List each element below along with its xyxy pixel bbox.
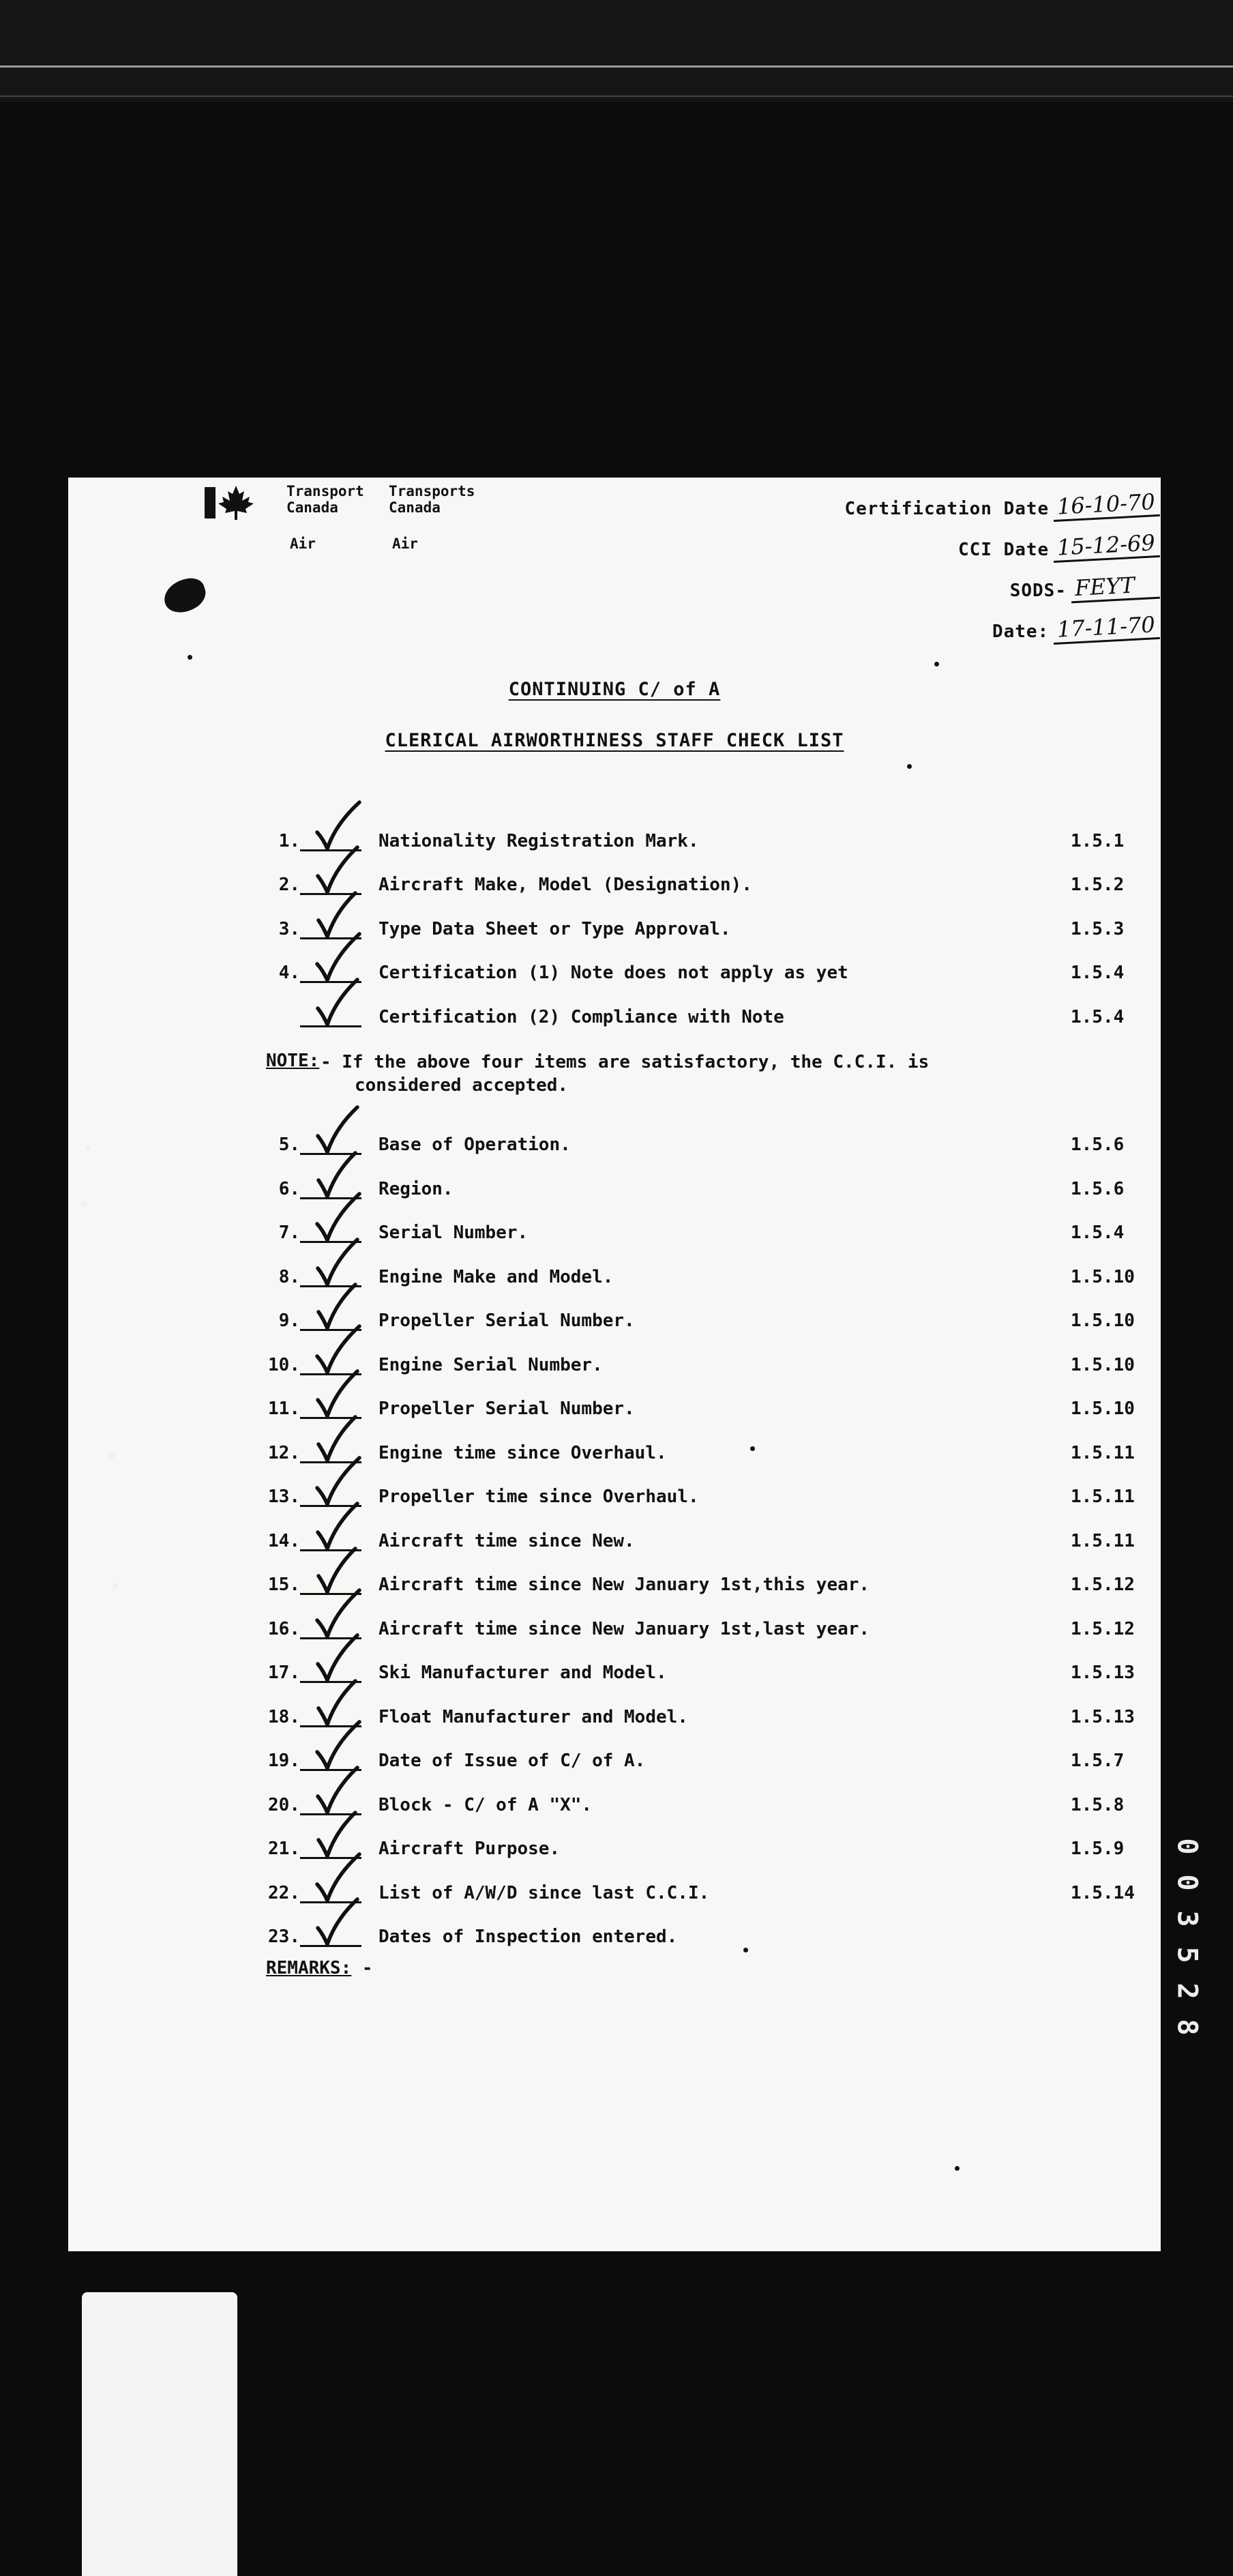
item-reference: 1.5.14 [1071,1882,1135,1903]
ink-blot [160,574,209,617]
ink-speck [188,655,192,660]
item-number: 2. [278,875,300,895]
film-speck [109,1453,115,1459]
checklist-item [266,1515,1153,1560]
item-reference: 1.5.13 [1071,1663,1135,1683]
checklist-item [266,903,1153,948]
checklist-item [266,991,1153,1036]
checklist-page [68,478,1161,2251]
ink-speck [750,1446,755,1451]
checklist-item [266,1560,1153,1604]
canada-flag-icon [205,484,259,522]
item-number: 14. [268,1530,300,1551]
item-number: 22. [268,1882,300,1903]
item-number: 3. [278,918,300,939]
item-number: 8. [278,1266,300,1287]
item-number: 10. [268,1354,300,1375]
checklist-item [266,815,1153,860]
item-label: Aircraft time since New January 1st,last year. [378,1618,870,1639]
item-reference: 1.5.11 [1071,1487,1135,1507]
date-header [805,481,1159,645]
checklist-item [266,1648,1153,1692]
film-speck [113,1583,118,1588]
item-reference: 1.5.12 [1071,1575,1135,1595]
cci-date-label: CCI Date [957,540,1050,560]
note-line-2: considered accepted. [355,1074,569,1096]
checkmark-icon [312,974,363,1029]
item-label: Aircraft time since New January 1st,this year. [378,1575,870,1595]
item-label: Aircraft time since New. [378,1530,635,1551]
checklist-item [266,1384,1153,1428]
item-label: Engine Make and Model. [378,1266,614,1287]
item-number: 11. [268,1399,300,1419]
item-number: 18. [268,1706,300,1727]
item-reference: 1.5.8 [1071,1794,1125,1815]
checklist-section-2 [266,1119,1153,1956]
ink-speck [907,764,912,769]
item-number: 12. [268,1442,300,1463]
item-reference: 1.5.4 [1071,1006,1125,1027]
item-number: 15. [268,1575,300,1595]
item-label: Ski Manufacturer and Model. [378,1663,667,1683]
item-label: Nationality Registration Mark. [378,830,699,851]
date-value: 17-11-70 [1052,611,1160,645]
item-number: 21. [268,1839,300,1859]
item-reference: 1.5.10 [1071,1354,1135,1375]
checklist-item [266,1339,1153,1384]
sods-value: FEYT [1070,571,1160,604]
checklist-item [266,1912,1153,1956]
certification-date-row [844,481,1159,519]
item-label: Aircraft Purpose. [378,1839,561,1859]
note-text [321,1051,1084,1097]
document-subtitle: CLERICAL AIRWORTHINESS STAFF CHECK LIST [385,730,844,751]
item-reference: 1.5.11 [1071,1442,1135,1463]
ink-speck [955,2166,960,2171]
item-label: Propeller Serial Number. [378,1311,635,1331]
item-label: Aircraft Make, Model (Designation). [378,875,752,895]
checklist-item [266,1251,1153,1296]
cci-date-value: 15-12-69 [1052,529,1160,563]
item-reference: 1.5.1 [1071,830,1125,851]
item-label: List of A/W/D since last C.C.I. [378,1882,710,1903]
remarks-line [266,1958,373,1978]
checkmark-icon [312,1894,363,1948]
item-label: Type Data Sheet or Type Approval. [378,918,731,939]
item-reference: 1.5.4 [1071,1223,1125,1243]
document-title: CONTINUING C/ of A [508,679,721,700]
film-frame-number [1166,1828,1207,2045]
item-number: 5. [278,1135,300,1155]
certification-date-value: 16-10-70 [1052,488,1160,522]
checklist-section-1 [266,815,1153,1036]
department-header [205,478,546,573]
item-reference: 1.5.10 [1071,1399,1135,1419]
item-label: Dates of Inspection entered. [378,1927,678,1947]
film-leader-strip [82,2292,237,2576]
checklist-item [266,1119,1153,1164]
checklist-item [266,1867,1153,1912]
note-label: NOTE: [266,1050,320,1071]
checklist-item [266,948,1153,992]
frame-digit: 0 [1171,1874,1203,1891]
item-reference: 1.5.12 [1071,1618,1135,1639]
checklist-item [266,1427,1153,1472]
item-number: 19. [268,1751,300,1771]
item-label: Serial Number. [378,1223,529,1243]
checklist-item [266,860,1153,904]
item-label: Engine Serial Number. [378,1354,603,1375]
remarks-label: REMARKS: [266,1958,352,1978]
item-number: 7. [278,1223,300,1243]
date-row [992,604,1159,642]
item-number: 4. [278,963,300,983]
checklist-note [266,1041,1153,1119]
frame-digit: 0 [1171,1838,1203,1855]
checklist-item [266,1691,1153,1736]
item-number: 13. [268,1487,300,1507]
item-reference: 1.5.10 [1071,1311,1135,1331]
branch-name-english: Air [290,536,316,552]
frame-digit: 3 [1171,1910,1203,1927]
item-number: 17. [268,1663,300,1683]
item-number: 23. [268,1927,300,1947]
item-label: Propeller Serial Number. [378,1399,635,1419]
sods-row [1010,563,1159,601]
checklist-item [266,1736,1153,1780]
checklist-item [266,1163,1153,1208]
item-label: Region. [378,1178,454,1199]
item-number: 9. [278,1311,300,1331]
checklist-item [266,1208,1153,1252]
item-reference: 1.5.2 [1071,875,1125,895]
department-name-french: Transports Canada [389,483,475,516]
item-label: Engine time since Overhaul. [378,1442,667,1463]
item-label: Propeller time since Overhaul. [378,1487,699,1507]
item-label: Base of Operation. [378,1135,571,1155]
branch-name-french: Air [392,536,418,552]
cci-date-row [958,522,1159,560]
department-name-english: Transport Canada [286,483,364,516]
ink-speck [743,1948,748,1952]
item-label: Date of Issue of C/ of A. [378,1751,646,1771]
date-label: Date: [992,621,1050,642]
item-reference: 1.5.11 [1071,1530,1135,1551]
item-reference: 1.5.4 [1071,963,1125,983]
microfilm-edge-line [0,65,1233,68]
checklist-item [266,1472,1153,1516]
certification-date-label: Certification Date [844,499,1050,519]
item-number: 16. [268,1618,300,1639]
item-number: 6. [278,1178,300,1199]
ink-speck [934,662,939,667]
frame-digit: 5 [1171,1946,1203,1963]
item-number: 20. [268,1794,300,1815]
item-reference: 1.5.6 [1071,1178,1125,1199]
film-speck [85,1146,91,1152]
item-reference: 1.5.9 [1071,1839,1125,1859]
checklist-item [266,1603,1153,1648]
checklist-item [266,1779,1153,1824]
film-speck [82,1201,87,1206]
frame-digit: 8 [1171,2019,1203,2036]
item-reference: 1.5.7 [1071,1751,1125,1771]
item-number: 1. [278,830,300,851]
item-label: Certification (2) Compliance with Note [378,1006,784,1027]
item-reference: 1.5.13 [1071,1706,1135,1727]
checklist-item [266,1824,1153,1868]
item-label: Float Manufacturer and Model. [378,1706,688,1727]
note-line-1: - If the above four items are satisfactory, the C.C.I. is [321,1051,930,1072]
item-label: Certification (1) Note does not apply as yet [378,963,848,983]
frame-digit: 2 [1171,1982,1203,2000]
checklist [266,815,1153,1955]
checklist-item [266,1296,1153,1340]
item-label: Block - C/ of A "X". [378,1794,593,1815]
item-reference: 1.5.6 [1071,1135,1125,1155]
item-reference: 1.5.10 [1071,1266,1135,1287]
remarks-dash: - [361,1958,373,1978]
microfilm-edge-line-lower [0,96,1233,97]
sods-label: SODS- [1009,581,1067,601]
microfilm-top-band [0,0,1233,102]
item-reference: 1.5.3 [1071,918,1125,939]
